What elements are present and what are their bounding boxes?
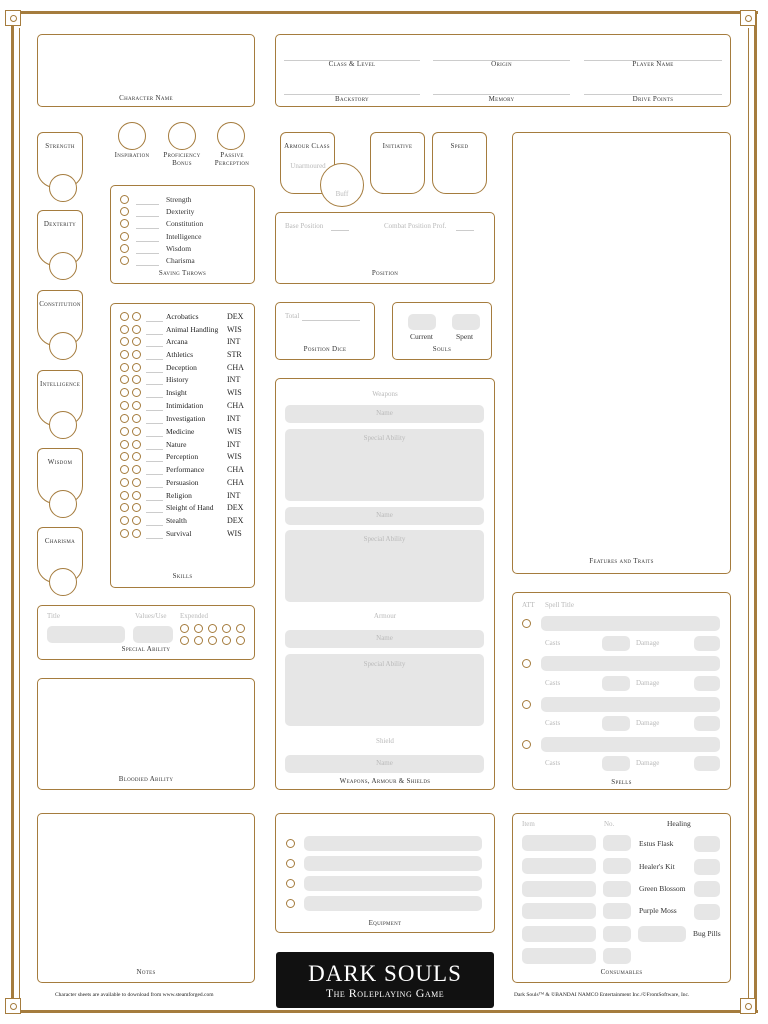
skill-attribute: DEX bbox=[227, 312, 244, 321]
ability-wisdom-modifier[interactable] bbox=[49, 490, 77, 518]
corner-ornament-bl bbox=[5, 998, 21, 1014]
ability-dexterity-label: Dexterity bbox=[43, 220, 77, 228]
spell-1-damage-label: Damage bbox=[636, 639, 660, 647]
save-intelligence-proficiency[interactable] bbox=[120, 232, 129, 241]
equipment-3-checkbox[interactable] bbox=[286, 879, 295, 888]
spell-2-casts-field[interactable] bbox=[602, 676, 630, 691]
spells-title-label: Spell Title bbox=[545, 601, 574, 609]
spell-3-casts-label: Casts bbox=[545, 719, 561, 727]
buff-circle[interactable] bbox=[320, 163, 364, 207]
healers-kit-label: Healer's Kit bbox=[639, 862, 675, 871]
consumable-4-no-field[interactable] bbox=[603, 903, 631, 919]
equipment-2-field[interactable] bbox=[304, 856, 482, 871]
skill-attribute: CHA bbox=[227, 401, 244, 410]
skill-value-field[interactable] bbox=[146, 500, 163, 501]
skill-value-field[interactable] bbox=[146, 436, 163, 437]
base-position-field[interactable] bbox=[331, 230, 349, 231]
skill-row bbox=[120, 312, 260, 324]
skill-proficiency-checkbox[interactable] bbox=[120, 516, 129, 525]
skill-expertise-checkbox[interactable] bbox=[132, 350, 141, 359]
skill-row bbox=[120, 325, 260, 337]
spell-2-casts-label: Casts bbox=[545, 679, 561, 687]
position-dice-title: Position Dice bbox=[303, 345, 347, 353]
skill-proficiency-checkbox[interactable] bbox=[120, 529, 129, 538]
skill-proficiency-checkbox[interactable] bbox=[120, 503, 129, 512]
skill-expertise-checkbox[interactable] bbox=[132, 337, 141, 346]
skill-value-field[interactable] bbox=[146, 334, 163, 335]
skill-value-field[interactable] bbox=[146, 359, 163, 360]
passive-perception-circle[interactable] bbox=[217, 122, 245, 150]
skill-attribute: WIS bbox=[227, 452, 242, 461]
skill-attribute: INT bbox=[227, 375, 241, 384]
green-blossom-field[interactable] bbox=[694, 881, 720, 897]
features-traits-title: Features and Traits bbox=[589, 557, 654, 565]
estus-flask-field[interactable] bbox=[694, 836, 720, 852]
consumable-1-no-field[interactable] bbox=[603, 835, 631, 851]
skill-name: Intimidation bbox=[166, 401, 204, 410]
save-wisdom-proficiency[interactable] bbox=[120, 244, 129, 253]
skill-attribute: WIS bbox=[227, 529, 242, 538]
save-strength-proficiency[interactable] bbox=[120, 195, 129, 204]
spell-3-att[interactable] bbox=[522, 700, 531, 709]
skill-value-field[interactable] bbox=[146, 461, 163, 462]
memory-label: Memory bbox=[488, 95, 515, 103]
spell-4-att[interactable] bbox=[522, 740, 531, 749]
skill-value-field[interactable] bbox=[146, 372, 163, 373]
spell-4-casts-field[interactable] bbox=[602, 756, 630, 771]
skill-expertise-checkbox[interactable] bbox=[132, 312, 141, 321]
skill-row bbox=[120, 401, 260, 413]
dark-souls-logo bbox=[276, 952, 494, 1008]
skill-expertise-checkbox[interactable] bbox=[132, 516, 141, 525]
armour-class-label: Armour Class bbox=[284, 142, 330, 150]
page-border-bottom bbox=[10, 1010, 758, 1013]
speed-label: Speed bbox=[450, 142, 469, 150]
expended-checkbox-5[interactable] bbox=[236, 624, 245, 633]
position-dice-total-label: Total bbox=[285, 312, 300, 320]
weapon-1-name-label: Name bbox=[376, 409, 393, 417]
inspiration-circle[interactable] bbox=[118, 122, 146, 150]
spell-3-damage-label: Damage bbox=[636, 719, 660, 727]
shield-name-label: Name bbox=[376, 759, 393, 767]
special-ability-heading: Special Ability bbox=[121, 645, 171, 653]
skill-attribute: CHA bbox=[227, 363, 244, 372]
spell-1-title-field[interactable] bbox=[541, 616, 720, 631]
expended-checkbox-1[interactable] bbox=[180, 624, 189, 633]
buff-label: Buff bbox=[335, 190, 349, 198]
skill-attribute: DEX bbox=[227, 516, 244, 525]
page-border-right bbox=[754, 12, 757, 1010]
equipment-2-checkbox[interactable] bbox=[286, 859, 295, 868]
armour-name-label: Name bbox=[376, 634, 393, 642]
expended-checkbox-7[interactable] bbox=[194, 636, 203, 645]
skill-proficiency-checkbox[interactable] bbox=[120, 465, 129, 474]
estus-flask-label: Estus Flask bbox=[639, 839, 674, 848]
consumable-4-item-field[interactable] bbox=[522, 903, 596, 919]
equipment-4-field[interactable] bbox=[304, 896, 482, 911]
skill-row bbox=[120, 529, 260, 541]
skill-row bbox=[120, 440, 260, 452]
notes-box[interactable] bbox=[37, 813, 255, 983]
save-constitution-label: Constitution bbox=[166, 219, 204, 228]
skill-expertise-checkbox[interactable] bbox=[132, 440, 141, 449]
skill-row bbox=[120, 503, 260, 515]
page-border-inner-right bbox=[748, 28, 749, 998]
skill-value-field[interactable] bbox=[146, 346, 163, 347]
expended-checkbox-2[interactable] bbox=[194, 624, 203, 633]
skill-value-field[interactable] bbox=[146, 397, 163, 398]
save-strength-field[interactable] bbox=[136, 204, 159, 205]
save-constitution-field[interactable] bbox=[136, 228, 159, 229]
skill-attribute: WIS bbox=[227, 427, 242, 436]
skill-name: Acrobatics bbox=[166, 312, 199, 321]
save-dexterity-field[interactable] bbox=[136, 216, 159, 217]
skill-expertise-checkbox[interactable] bbox=[132, 414, 141, 423]
saving-throws-title: Saving Throws bbox=[158, 269, 207, 277]
skill-row bbox=[120, 427, 260, 439]
consumable-5-item-field[interactable] bbox=[522, 926, 596, 942]
bug-pills-label: Bug Pills bbox=[693, 929, 721, 938]
class-level-label: Class & Level bbox=[328, 60, 376, 68]
spell-1-casts-label: Casts bbox=[545, 639, 561, 647]
position-title: Position bbox=[371, 269, 399, 277]
souls-spent-label: Spent bbox=[456, 332, 474, 341]
skill-expertise-checkbox[interactable] bbox=[132, 452, 141, 461]
expended-checkbox-4[interactable] bbox=[222, 624, 231, 633]
consumable-3-no-field[interactable] bbox=[603, 881, 631, 897]
consumable-1-item-field[interactable] bbox=[522, 835, 596, 851]
skill-value-field[interactable] bbox=[146, 538, 163, 539]
ability-dexterity-modifier[interactable] bbox=[49, 252, 77, 280]
skill-proficiency-checkbox[interactable] bbox=[120, 375, 129, 384]
corner-ornament-br bbox=[740, 998, 756, 1014]
save-charisma-label: Charisma bbox=[166, 256, 195, 265]
special-ability-values-label: Values/Use bbox=[135, 612, 167, 620]
green-blossom-label: Green Blossom bbox=[639, 884, 686, 893]
spell-3-casts-field[interactable] bbox=[602, 716, 630, 731]
skill-expertise-checkbox[interactable] bbox=[132, 375, 141, 384]
consumable-2-no-field[interactable] bbox=[603, 858, 631, 874]
skill-proficiency-checkbox[interactable] bbox=[120, 491, 129, 500]
save-wisdom-field[interactable] bbox=[136, 253, 159, 254]
player-name-label: Player Name bbox=[632, 60, 674, 68]
skill-proficiency-checkbox[interactable] bbox=[120, 388, 129, 397]
skill-attribute: CHA bbox=[227, 478, 244, 487]
combat-position-prof-label: Combat Position Prof. bbox=[384, 222, 447, 230]
equipment-title: Equipment bbox=[368, 919, 402, 927]
skill-name: Stealth bbox=[166, 516, 187, 525]
skill-row bbox=[120, 452, 260, 464]
skill-value-field[interactable] bbox=[146, 474, 163, 475]
skills-title: Skills bbox=[172, 572, 193, 580]
skill-name: Persuasion bbox=[166, 478, 199, 487]
skill-value-field[interactable] bbox=[146, 512, 163, 513]
expended-checkbox-6[interactable] bbox=[180, 636, 189, 645]
bug-pills-field[interactable] bbox=[638, 926, 686, 942]
armour-special-label: Special Ability bbox=[363, 660, 406, 668]
skill-name: Arcana bbox=[166, 337, 188, 346]
skill-expertise-checkbox[interactable] bbox=[132, 491, 141, 500]
skill-value-field[interactable] bbox=[146, 449, 163, 450]
expended-checkbox-9[interactable] bbox=[222, 636, 231, 645]
equipment-1-checkbox[interactable] bbox=[286, 839, 295, 848]
consumable-2-item-field[interactable] bbox=[522, 858, 596, 874]
save-charisma-field[interactable] bbox=[136, 265, 159, 266]
skill-row bbox=[120, 337, 260, 349]
consumable-3-item-field[interactable] bbox=[522, 881, 596, 897]
consumables-healing-label: Healing bbox=[667, 819, 691, 828]
consumables-title: Consumables bbox=[600, 968, 643, 976]
initiative-label: Initiative bbox=[382, 142, 413, 150]
ability-constitution-label: Constitution bbox=[39, 300, 81, 308]
skill-name: Medicine bbox=[166, 427, 195, 436]
save-constitution-proficiency[interactable] bbox=[120, 219, 129, 228]
position-dice-total-field[interactable] bbox=[302, 320, 360, 321]
ability-intelligence-modifier[interactable] bbox=[49, 411, 77, 439]
weapons-label: Weapons bbox=[372, 390, 398, 398]
save-strength-label: Strength bbox=[166, 195, 192, 204]
ability-constitution-modifier[interactable] bbox=[49, 332, 77, 360]
skill-attribute: DEX bbox=[227, 503, 244, 512]
spell-1-att[interactable] bbox=[522, 619, 531, 628]
bloodied-ability-box[interactable] bbox=[37, 678, 255, 790]
consumable-6-no-field[interactable] bbox=[603, 948, 631, 964]
skill-expertise-checkbox[interactable] bbox=[132, 363, 141, 372]
skill-expertise-checkbox[interactable] bbox=[132, 529, 141, 538]
skill-row bbox=[120, 388, 260, 400]
proficiency-bonus-circle[interactable] bbox=[168, 122, 196, 150]
equipment-box bbox=[275, 813, 495, 933]
notes-title: Notes bbox=[136, 968, 156, 976]
skill-row bbox=[120, 465, 260, 477]
weapon-2-special-label: Special Ability bbox=[363, 535, 406, 543]
skill-proficiency-checkbox[interactable] bbox=[120, 337, 129, 346]
spell-2-att[interactable] bbox=[522, 659, 531, 668]
skill-attribute: WIS bbox=[227, 388, 242, 397]
skill-name: Deception bbox=[166, 363, 197, 372]
skill-name: Insight bbox=[166, 388, 187, 397]
save-wisdom-label: Wisdom bbox=[166, 244, 192, 253]
equipment-3-field[interactable] bbox=[304, 876, 482, 891]
spells-att-label: ATT bbox=[522, 601, 535, 609]
skill-value-field[interactable] bbox=[146, 321, 163, 322]
weapon-1-special-label: Special Ability bbox=[363, 434, 406, 442]
ability-charisma-modifier[interactable] bbox=[49, 568, 77, 596]
skill-row bbox=[120, 350, 260, 362]
souls-title: Souls bbox=[432, 345, 452, 353]
skill-attribute: CHA bbox=[227, 465, 244, 474]
logo-title: DARK SOULS bbox=[308, 961, 462, 986]
page-border-top bbox=[10, 11, 758, 14]
expended-checkbox-10[interactable] bbox=[236, 636, 245, 645]
weapon-2-name-label: Name bbox=[376, 511, 393, 519]
special-ability-expended-label: Expended bbox=[180, 612, 208, 620]
skill-name: Athletics bbox=[166, 350, 194, 359]
footer-copyright: Dark Souls™ & ©BANDAI NAMCO Entertainment Inc./©FromSoftware, Inc. bbox=[514, 992, 690, 998]
souls-current-field[interactable] bbox=[408, 314, 436, 330]
equipment-4-checkbox[interactable] bbox=[286, 899, 295, 908]
spell-4-damage-field[interactable] bbox=[694, 756, 720, 771]
bloodied-ability-title: Bloodied Ability bbox=[118, 775, 174, 783]
skill-value-field[interactable] bbox=[146, 384, 163, 385]
skill-expertise-checkbox[interactable] bbox=[132, 478, 141, 487]
skill-name: Religion bbox=[166, 491, 192, 500]
consumable-6-item-field[interactable] bbox=[522, 948, 596, 964]
spell-1-damage-field[interactable] bbox=[694, 636, 720, 651]
skill-proficiency-checkbox[interactable] bbox=[120, 363, 129, 372]
skill-row bbox=[120, 478, 260, 490]
skill-attribute: INT bbox=[227, 491, 241, 500]
souls-spent-field[interactable] bbox=[452, 314, 480, 330]
ability-intelligence-label: Intelligence bbox=[39, 380, 81, 388]
save-intelligence-field[interactable] bbox=[136, 241, 159, 242]
skill-proficiency-checkbox[interactable] bbox=[120, 414, 129, 423]
skill-expertise-checkbox[interactable] bbox=[132, 465, 141, 474]
skill-expertise-checkbox[interactable] bbox=[132, 427, 141, 436]
logo-subtitle: The Roleplaying Game bbox=[325, 986, 445, 1000]
passive-perception-label: Passive Perception bbox=[214, 151, 250, 167]
spell-1-casts-field[interactable] bbox=[602, 636, 630, 651]
skill-name: Perception bbox=[166, 452, 199, 461]
skill-attribute: INT bbox=[227, 440, 241, 449]
purple-moss-field[interactable] bbox=[694, 904, 720, 920]
consumables-no-label: No. bbox=[604, 820, 615, 828]
shield-label: Shield bbox=[376, 737, 394, 745]
character-name-label: Character Name bbox=[119, 94, 173, 102]
skill-row bbox=[120, 363, 260, 375]
skill-expertise-checkbox[interactable] bbox=[132, 503, 141, 512]
skill-value-field[interactable] bbox=[146, 487, 163, 488]
features-traits-box[interactable] bbox=[512, 132, 731, 574]
skill-proficiency-checkbox[interactable] bbox=[120, 350, 129, 359]
save-dexterity-label: Dexterity bbox=[166, 207, 195, 216]
expended-checkbox-3[interactable] bbox=[208, 624, 217, 633]
skill-expertise-checkbox[interactable] bbox=[132, 388, 141, 397]
special-ability-title-label: Title bbox=[47, 612, 60, 620]
drive-points-label: Drive Points bbox=[632, 95, 674, 103]
spell-4-casts-label: Casts bbox=[545, 759, 561, 767]
armour-label: Armour bbox=[373, 612, 397, 620]
ability-charisma-label: Charisma bbox=[44, 537, 76, 545]
skill-proficiency-checkbox[interactable] bbox=[120, 427, 129, 436]
save-dexterity-proficiency[interactable] bbox=[120, 207, 129, 216]
corner-ornament-tl bbox=[5, 10, 21, 26]
skill-proficiency-checkbox[interactable] bbox=[120, 325, 129, 334]
purple-moss-label: Purple Moss bbox=[639, 906, 677, 915]
skill-row bbox=[120, 491, 260, 503]
ability-wisdom-label: Wisdom bbox=[47, 458, 73, 466]
skill-expertise-checkbox[interactable] bbox=[132, 325, 141, 334]
souls-current-label: Current bbox=[410, 332, 433, 341]
skill-attribute: INT bbox=[227, 337, 241, 346]
skill-value-field[interactable] bbox=[146, 410, 163, 411]
spell-3-title-field[interactable] bbox=[541, 697, 720, 712]
footer-download-note: Character sheets are available to download from www.steamforged.com bbox=[55, 992, 214, 998]
spells-title: Spells bbox=[611, 778, 632, 786]
unarmoured-label: Unarmoured bbox=[290, 162, 326, 170]
skill-name: History bbox=[166, 375, 189, 384]
consumable-5-no-field[interactable] bbox=[603, 926, 631, 942]
spell-2-title-field[interactable] bbox=[541, 656, 720, 671]
equipment-1-field[interactable] bbox=[304, 836, 482, 851]
backstory-label: Backstory bbox=[335, 95, 369, 103]
save-charisma-proficiency[interactable] bbox=[120, 256, 129, 265]
skill-name: Nature bbox=[166, 440, 187, 449]
skill-proficiency-checkbox[interactable] bbox=[120, 452, 129, 461]
corner-ornament-tr bbox=[740, 10, 756, 26]
healers-kit-field[interactable] bbox=[694, 859, 720, 875]
spell-2-damage-field[interactable] bbox=[694, 676, 720, 691]
combat-position-prof-field[interactable] bbox=[456, 230, 474, 231]
spell-3-damage-field[interactable] bbox=[694, 716, 720, 731]
skill-proficiency-checkbox[interactable] bbox=[120, 312, 129, 321]
proficiency-bonus-label: Proficiency Bonus bbox=[163, 151, 201, 167]
special-ability-values-field[interactable] bbox=[133, 626, 173, 643]
skill-value-field[interactable] bbox=[146, 423, 163, 424]
ability-strength-label: Strength bbox=[45, 142, 75, 150]
skill-attribute: WIS bbox=[227, 325, 242, 334]
base-position-label: Base Position bbox=[285, 222, 324, 230]
skill-expertise-checkbox[interactable] bbox=[132, 401, 141, 410]
page-border-left bbox=[11, 12, 14, 1010]
spell-4-title-field[interactable] bbox=[541, 737, 720, 752]
skill-row bbox=[120, 516, 260, 528]
skill-name: Performance bbox=[166, 465, 205, 474]
skill-proficiency-checkbox[interactable] bbox=[120, 440, 129, 449]
skill-row bbox=[120, 375, 260, 387]
skill-attribute: STR bbox=[227, 350, 242, 359]
skill-value-field[interactable] bbox=[146, 525, 163, 526]
inspiration-label: Inspiration bbox=[114, 151, 150, 159]
ability-strength-modifier[interactable] bbox=[49, 174, 77, 202]
spell-4-damage-label: Damage bbox=[636, 759, 660, 767]
skill-proficiency-checkbox[interactable] bbox=[120, 401, 129, 410]
consumables-item-label: Item bbox=[522, 820, 535, 828]
weapons-title: Weapons, Armour & Shields bbox=[339, 777, 431, 785]
skill-name: Survival bbox=[166, 529, 192, 538]
spell-2-damage-label: Damage bbox=[636, 679, 660, 687]
origin-label: Origin bbox=[491, 60, 512, 68]
expended-checkbox-8[interactable] bbox=[208, 636, 217, 645]
skill-name: Investigation bbox=[166, 414, 206, 423]
page-border-inner-left bbox=[19, 28, 20, 998]
skill-row bbox=[120, 414, 260, 426]
skill-attribute: INT bbox=[227, 414, 241, 423]
skill-name: Animal Handling bbox=[166, 325, 219, 334]
save-intelligence-label: Intelligence bbox=[166, 232, 202, 241]
special-ability-title-field[interactable] bbox=[47, 626, 125, 643]
skill-name: Sleight of Hand bbox=[166, 503, 214, 512]
skill-proficiency-checkbox[interactable] bbox=[120, 478, 129, 487]
